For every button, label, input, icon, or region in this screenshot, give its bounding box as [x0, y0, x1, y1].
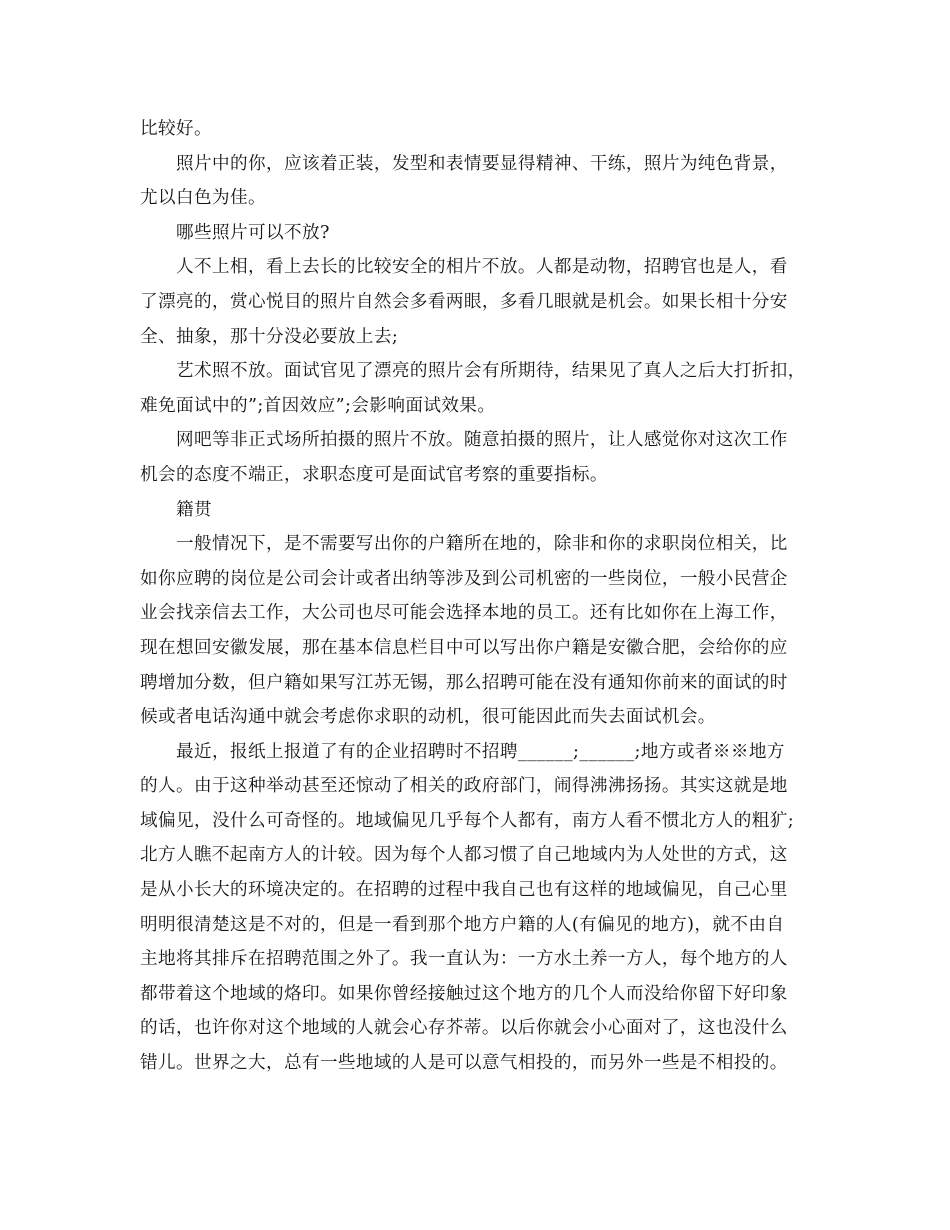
text-line: 难免面试中的”;首因效应”;会影响面试效果。 [140, 395, 496, 416]
text-line: 了漂亮的，赏心悦目的照片自然会多看两眼，多看几眼就是机会。如果长相十分安 [140, 291, 788, 312]
text-line: 都带着这个地域的烙印。如果你曾经接触过这个地方的几个人而没给你留下好印象 [140, 983, 788, 1004]
text-line: 候或者电话沟通中就会考虑你求职的动机，很可能因此而失去面试机会。 [140, 707, 716, 728]
text-line: 最近，报纸上报道了有的企业招聘时不招聘______;______;地方或者※※地方 [140, 741, 785, 762]
text-line: 北方人瞧不起南方人的计较。因为每个人都习惯了自己地域内为人处世的方式，这 [140, 845, 788, 866]
text-line: 业会找亲信去工作，大公司也尽可能会选择本地的员工。还有比如你在上海工作， [140, 603, 788, 624]
text-line: 是从小长大的环境决定的。在招聘的过程中我自己也有这样的地域偏见，自己心里 [140, 880, 788, 901]
text-line: 错儿。世界之大，总有一些地域的人是可以意气相投的，而另外一些是不相投的。 [140, 1053, 788, 1074]
text-line: 域偏见，没什么可奇怪的。地域偏见几乎每个人都有，南方人看不惯北方人的粗犷; [140, 810, 795, 831]
text-line: 照片中的你，应该着正装，发型和表情要显得精神、干练，照片为纯色背景， [140, 153, 788, 174]
text-line: 的话，也许你对这个地域的人就会心存芥蒂。以后你就会小心面对了，这也没什么 [140, 1018, 788, 1039]
text-line: 明明很清楚这是不对的，但是一看到那个地方户籍的人(有偏见的地方)，就不由自 [140, 914, 785, 935]
document-body [140, 112, 810, 1081]
text-line: 人不上相，看上去长的比较安全的相片不放。人都是动物，招聘官也是人，看 [140, 257, 788, 278]
text-line: 艺术照不放。面试官见了漂亮的照片会有所期待，结果见了真人之后大打折扣， [140, 361, 806, 382]
text-line: 的人。由于这种举动甚至还惊动了相关的政府部门，闹得沸沸扬扬。其实这就是地 [140, 776, 788, 797]
text-line: 现在想回安徽发展，那在基本信息栏目中可以写出你户籍是安徽合肥，会给你的应 [140, 637, 788, 658]
section-heading: 哪些照片可以不放? [140, 222, 330, 243]
text-line: 机会的态度不端正，求职态度可是面试官考察的重要指标。 [140, 464, 608, 485]
text-line: 尤以白色为佳。 [140, 188, 266, 209]
text-line: 主地将其排斥在招聘范围之外了。我一直认为：一方水土养一方人，每个地方的人 [140, 949, 788, 970]
text-line: 聘增加分数，但户籍如果写江苏无锡，那么招聘可能在没有通知你前来的面试的时 [140, 672, 788, 693]
text-line: 全、抽象，那十分没必要放上去; [140, 326, 399, 347]
text-line: 比较好。 [140, 119, 212, 139]
section-heading: 籍贯 [140, 499, 212, 520]
text-line: 网吧等非正式场所拍摄的照片不放。随意拍摄的照片，让人感觉你对这次工作 [140, 430, 788, 451]
text-line: 一般情况下，是不需要写出你的户籍所在地的，除非和你的求职岗位相关，比 [140, 534, 788, 555]
text-line: 如你应聘的岗位是公司会计或者出纳等涉及到公司机密的一些岗位，一般小民营企 [140, 568, 788, 589]
